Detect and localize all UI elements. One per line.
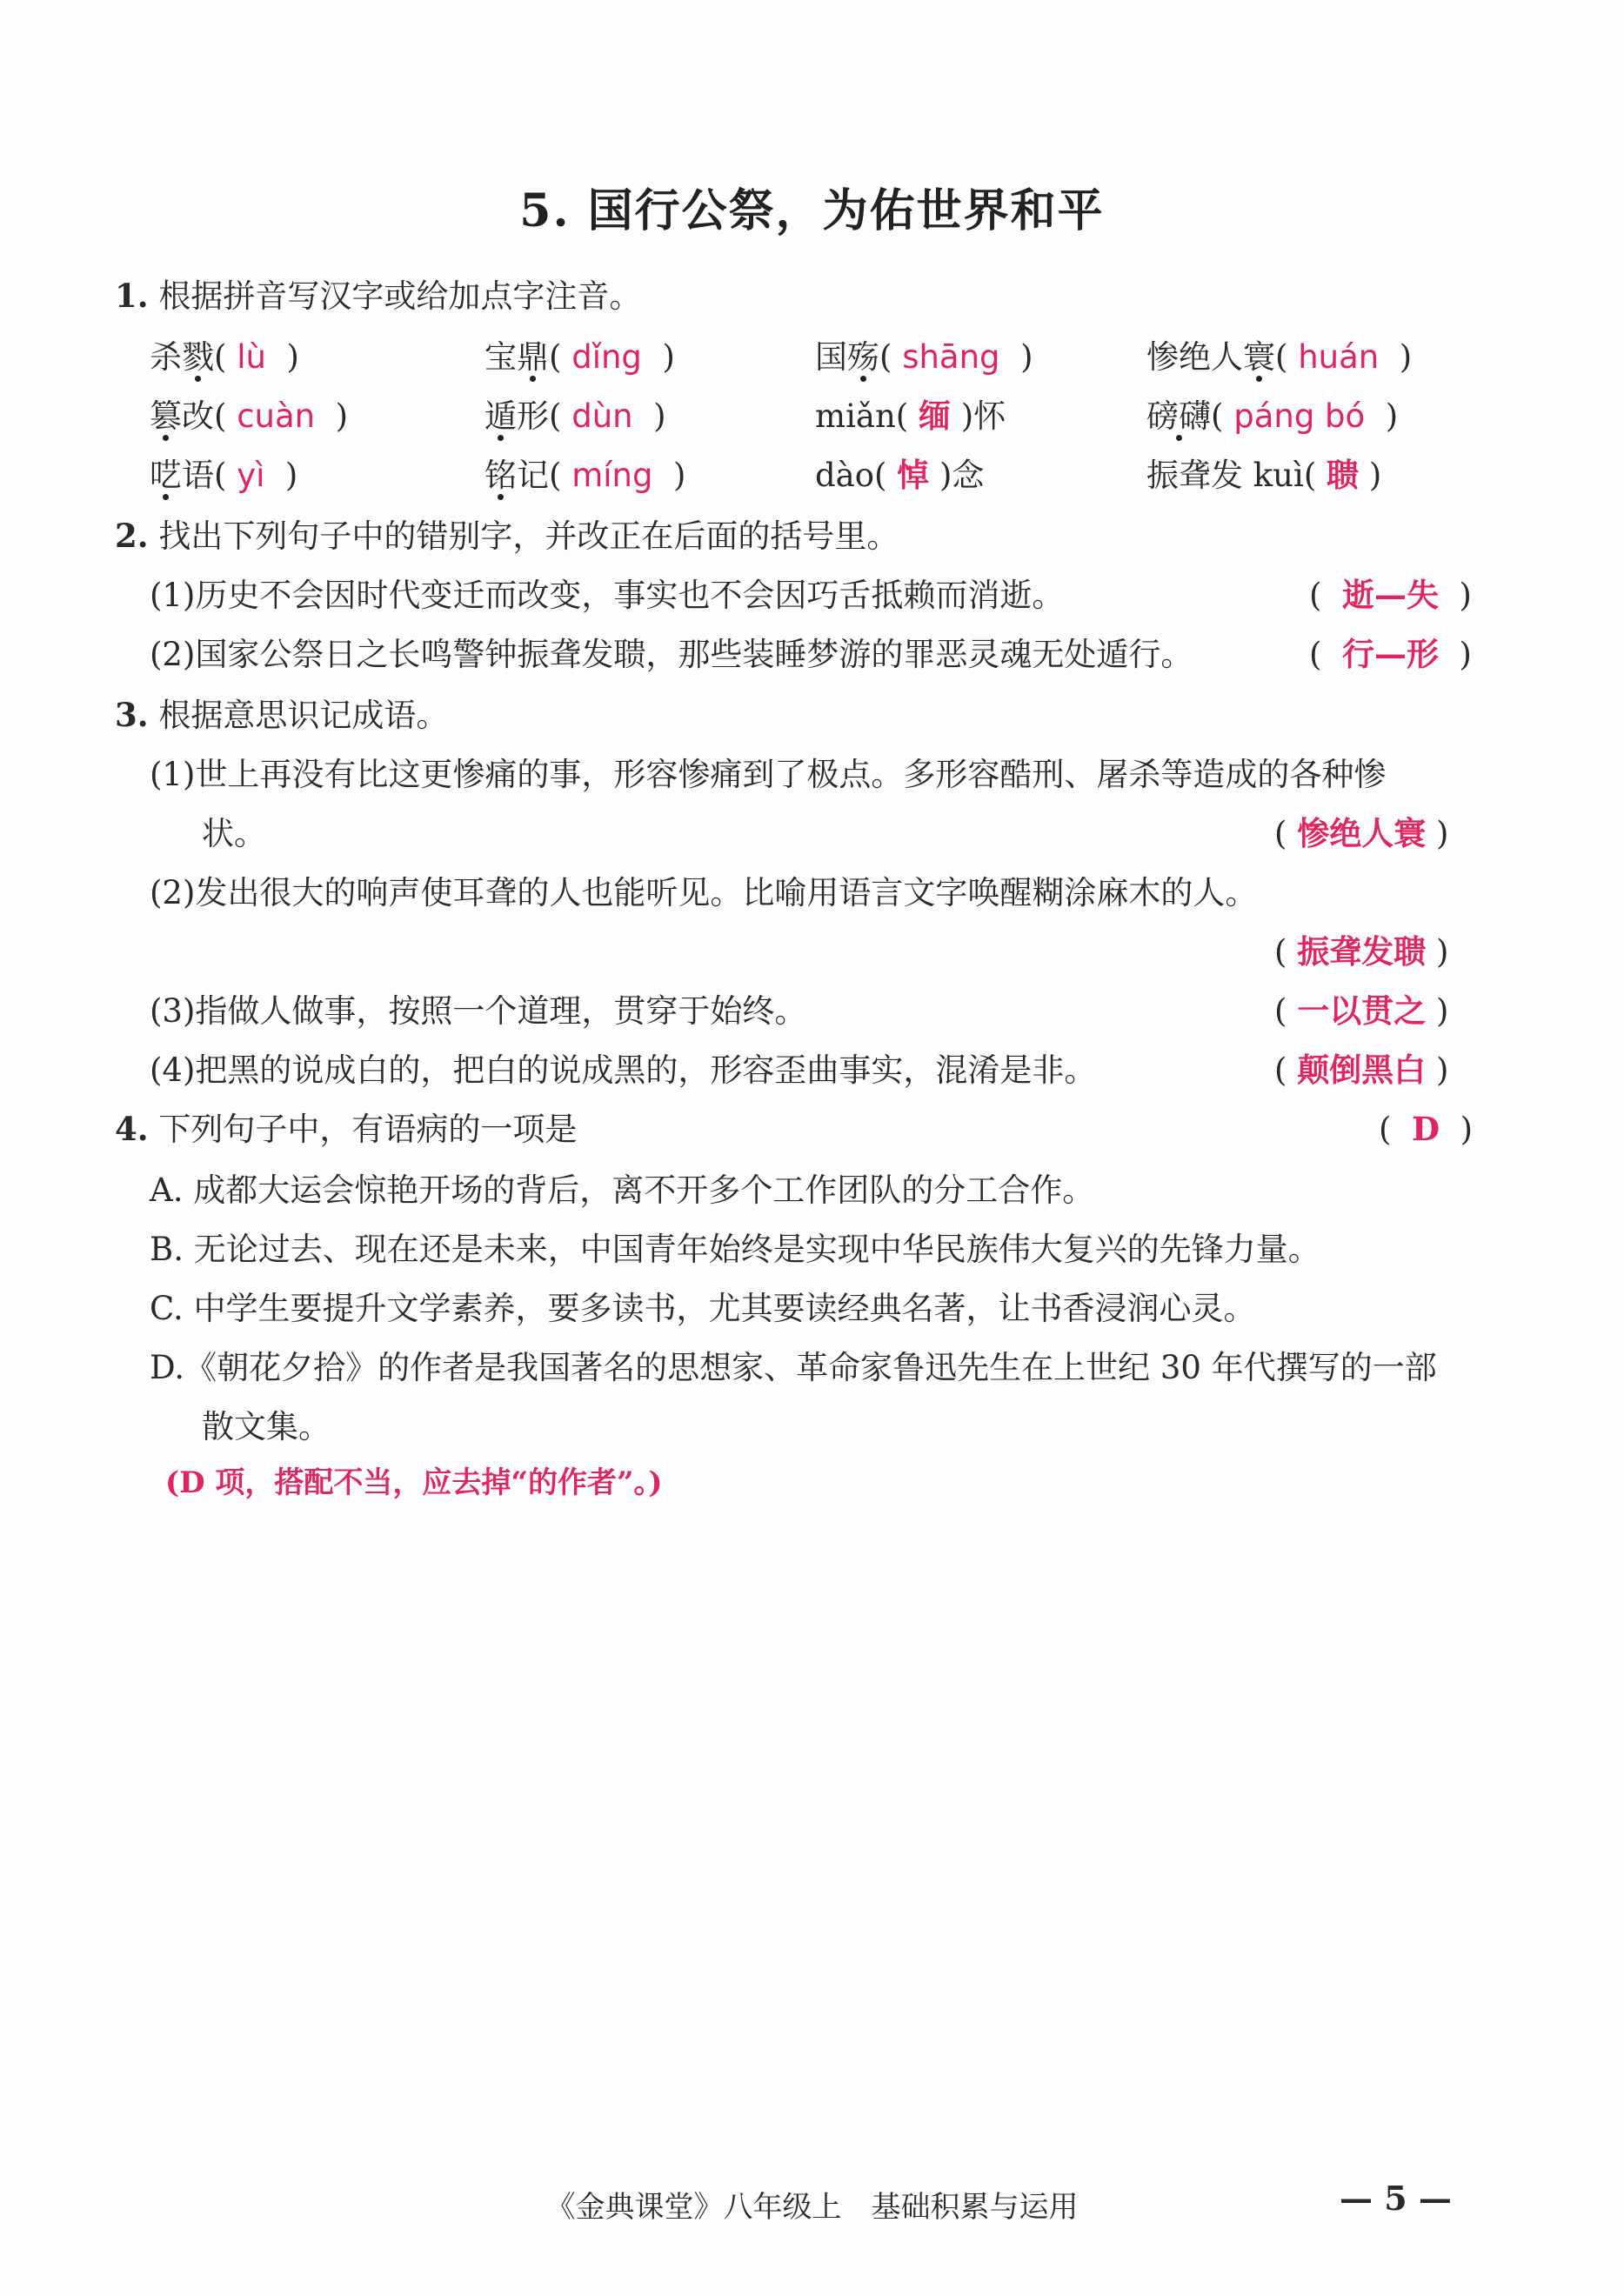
answer-text: 振聋发聩 xyxy=(1297,932,1427,971)
q4-option-d: D.《朝花夕拾》的作者是我国著名的思想家、革命家鲁迅先生在上世纪 30 年代撰写的一部 xyxy=(150,1349,1437,1386)
answer-text: dǐng xyxy=(571,338,642,376)
q3-answer-box: ( 一以贯之 ) xyxy=(1274,991,1449,1030)
answer-text: páng bó xyxy=(1233,397,1366,435)
q3-prompt: 根据意思识记成语。 xyxy=(158,697,449,734)
item-text: ) xyxy=(286,338,299,376)
item-text: ( xyxy=(549,338,562,376)
item-text: ( xyxy=(214,338,227,376)
item-text: )怀 xyxy=(960,397,1006,435)
dotted-char: 磅礴 xyxy=(1146,397,1211,435)
item-text: 改( xyxy=(182,397,227,435)
q4-answer-box: ( D ) xyxy=(1379,1110,1474,1148)
answer-text: cuàn xyxy=(237,397,316,435)
item-text: ) xyxy=(673,457,686,494)
q1-item xyxy=(150,338,299,376)
q1-item xyxy=(815,397,1006,435)
answer-text: lù xyxy=(237,338,266,376)
item-text: 语( xyxy=(182,457,227,494)
q1-item xyxy=(1146,338,1413,376)
page-title: 5. 国行公祭，为佑世界和平 xyxy=(519,184,1105,237)
q4-explanation: (D 项，搭配不当，应去掉“的作者”。) xyxy=(165,1465,663,1500)
q2-heading xyxy=(115,517,899,555)
item-text: ) xyxy=(284,457,298,494)
dotted-char: 鼎 xyxy=(517,338,549,376)
q4-option-d-cont: 散文集。 xyxy=(202,1408,331,1445)
answer-text: míng xyxy=(571,457,653,494)
answer-text: 悼 xyxy=(897,456,930,494)
q3-heading xyxy=(115,696,449,734)
q2-sentence: (1)历史不会因时代变迁而改变，事实也不会因巧舌抵赖而消逝。 xyxy=(150,577,1065,614)
item-text: ) xyxy=(1020,338,1033,376)
q1-item xyxy=(1146,456,1382,494)
q1-item xyxy=(485,397,666,435)
q1-number: 1. xyxy=(115,277,149,315)
answer-text: 颠倒黑白 xyxy=(1297,1051,1427,1089)
item-text: ( xyxy=(1275,338,1288,376)
q2-answer-box: ( 行—形 ) xyxy=(1309,635,1472,673)
answer-text: 惨绝人寰 xyxy=(1297,814,1427,852)
q3-definition: (2)发出很大的响声使耳聋的人也能听见。比喻用语言文字唤醒糊涂麻木的人。 xyxy=(150,874,1258,911)
q4-option-b: B. 无论过去、现在还是未来，中国青年始终是实现中华民族伟大复兴的先锋力量。 xyxy=(150,1231,1320,1268)
answer-text: 聩 xyxy=(1327,456,1360,494)
q2-sentence: (2)国家公祭日之长鸣警钟振聋发聩，那些装睡梦游的罪恶灵魂无处遁行。 xyxy=(150,636,1193,673)
item-text: 杀 xyxy=(150,338,182,376)
item-text: ) xyxy=(1368,457,1382,494)
item-text: ) xyxy=(653,397,666,435)
dotted-char: 篡 xyxy=(150,397,182,435)
dotted-char: 遁 xyxy=(485,397,517,435)
q2-answer-box: ( 逝—失 ) xyxy=(1309,576,1472,614)
q3-answer-box: ( 惨绝人寰 ) xyxy=(1274,814,1449,852)
q3-definition: (4)把黑的说成白的，把白的说成黑的，形容歪曲事实，混淆是非。 xyxy=(150,1051,1097,1089)
q1-item xyxy=(485,338,675,376)
item-text: 惨绝人 xyxy=(1146,338,1243,376)
dotted-char: 殇 xyxy=(847,338,879,376)
q3-definition-cont: 状。 xyxy=(202,815,266,852)
item-text: ) xyxy=(1385,397,1399,435)
answer-text: 逝—失 xyxy=(1341,576,1439,614)
answer-text: 缅 xyxy=(919,397,952,435)
item-text: 国 xyxy=(815,338,847,376)
item-text: ) xyxy=(662,338,675,376)
page-number: — 5 — xyxy=(1340,2179,1452,2218)
q1-item xyxy=(1146,397,1399,435)
q1-item xyxy=(485,457,686,494)
dotted-char: 铭 xyxy=(485,457,517,494)
answer-text: huán xyxy=(1298,338,1380,376)
q1-item xyxy=(150,397,349,435)
item-text: ( xyxy=(879,338,892,376)
item-text: ( xyxy=(1211,397,1224,435)
item-text: ) xyxy=(335,397,349,435)
q3-definition: (1)世上再没有比这更惨痛的事，形容惨痛到了极点。多形容酷刑、屠杀等造成的各种惨 xyxy=(150,756,1387,793)
q2-prompt: 找出下列句子中的错别字，并改正在后面的括号里。 xyxy=(158,517,899,555)
answer-text: 一以贯之 xyxy=(1297,991,1427,1030)
q4-prompt: 下列句子中，有语病的一项是 xyxy=(158,1111,578,1148)
q2-number: 2. xyxy=(115,517,149,555)
item-text: miǎn( xyxy=(815,397,909,435)
q4-option-a: A. 成都大运会惊艳开场的背后，离不开多个工作团队的分工合作。 xyxy=(150,1171,1095,1209)
q4-number: 4. xyxy=(115,1110,149,1148)
q1-item xyxy=(815,338,1033,376)
item-text: dào( xyxy=(815,457,887,494)
dotted-char: 戮 xyxy=(182,338,214,376)
q1-heading xyxy=(115,277,642,315)
q1-item xyxy=(815,456,985,494)
answer-text: D xyxy=(1411,1110,1440,1148)
q3-number: 3. xyxy=(115,696,149,734)
answer-text: 行—形 xyxy=(1341,635,1439,673)
q4-heading xyxy=(115,1110,578,1148)
q1-prompt: 根据拼音写汉字或给加点字注音。 xyxy=(158,277,642,315)
item-text: )念 xyxy=(939,457,985,494)
q1-item xyxy=(150,457,298,494)
item-text: 宝 xyxy=(485,338,517,376)
item-text: 形( xyxy=(517,397,562,435)
item-text: 记( xyxy=(517,457,562,494)
q3-answer-box: ( 振聋发聩 ) xyxy=(1274,932,1449,971)
dotted-char: 寰 xyxy=(1243,338,1275,376)
footer-text: 《金典课堂》八年级上 基础积累与运用 xyxy=(545,2190,1079,2225)
item-text: 振聋发 kuì( xyxy=(1146,457,1317,494)
dotted-char: 呓 xyxy=(150,457,182,494)
answer-text: yì xyxy=(237,457,265,494)
q4-option-c: C. 中学生要提升文学素养，要多读书，尤其要读经典名著，让书香浸润心灵。 xyxy=(150,1290,1256,1327)
answer-text: dùn xyxy=(571,397,633,435)
answer-text: shāng xyxy=(902,338,1000,376)
q3-answer-box: ( 颠倒黑白 ) xyxy=(1274,1051,1449,1089)
item-text: ) xyxy=(1399,338,1413,376)
q3-definition: (3)指做人做事，按照一个道理，贯穿于始终。 xyxy=(150,992,807,1030)
